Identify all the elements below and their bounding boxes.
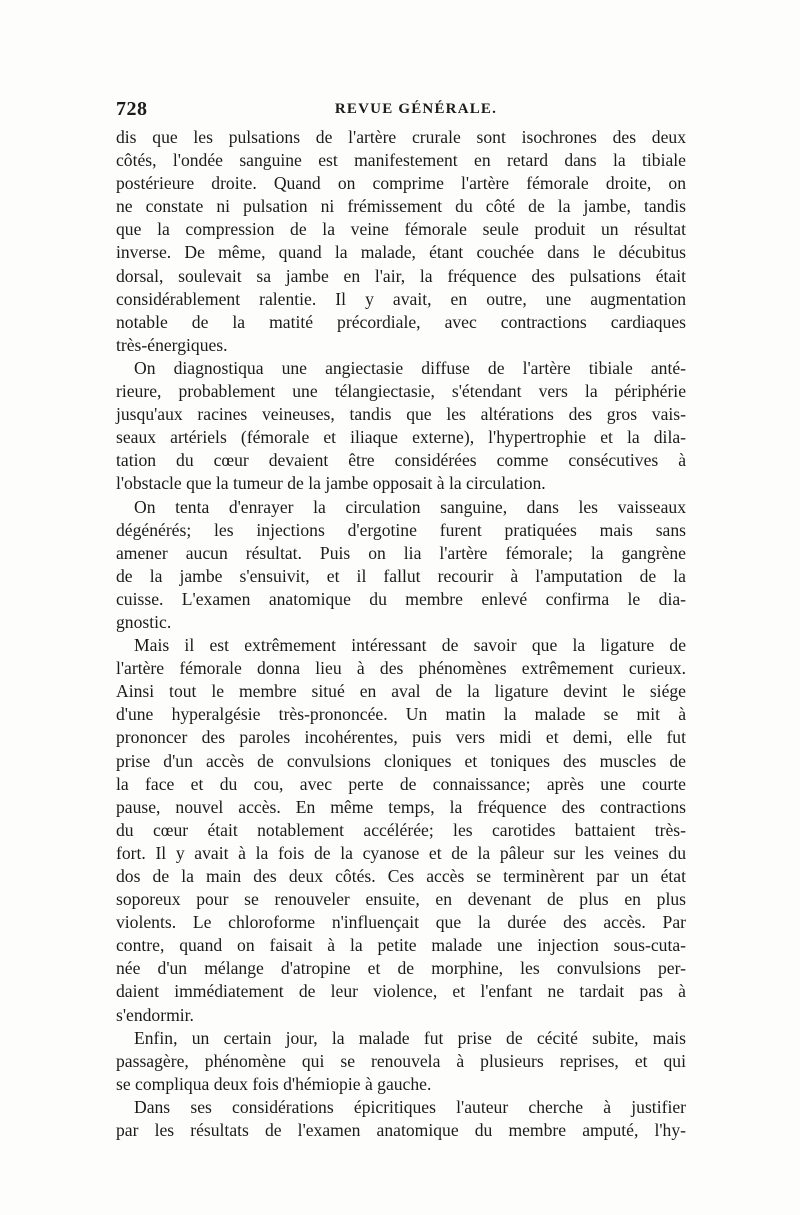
text-line: d'une hyperalgésie très-prononcée. Un matin la malade se mit à xyxy=(116,704,686,725)
text-line: cuisse. L'examen anatomique du membre enlevé confirma le dia- xyxy=(116,588,686,609)
text-line: née d'un mélange d'atropine et de morphine, les convulsions per- xyxy=(116,958,686,979)
text-line: On tenta d'enrayer la circulation sanguine, dans les vaisseaux xyxy=(134,496,686,517)
text-line: dorsal, soulevait sa jambe en l'air, la fréquence des pulsations était xyxy=(116,265,686,286)
text-line: la face et du cou, avec perte de connaissance; après une courte xyxy=(116,773,686,794)
text-line: Ainsi tout le membre situé en aval de la ligature devint le siége xyxy=(116,681,686,702)
text-line: jusqu'aux racines veineuses, tandis que les altérations des gros vais- xyxy=(116,404,686,425)
text-line: prise d'un accès de convulsions cloniques et toniques des muscles de xyxy=(116,750,686,771)
body-text xyxy=(116,126,686,1142)
text-line: Enfin, un certain jour, la malade fut prise de cécité subite, mais xyxy=(134,1027,686,1048)
text-line: du cœur était notablement accélérée; les carotides battaient très- xyxy=(116,819,686,840)
running-title: REVUE GÉNÉRALE. xyxy=(334,101,498,117)
text-line: dos de la main des deux côtés. Ces accès se terminèrent par un état xyxy=(116,866,686,886)
text-line: amener aucun résultat. Puis on lia l'artère fémorale; la gangrène xyxy=(116,542,686,563)
text-line: pause, nouvel accès. En même temps, la fréquence des contractions xyxy=(116,796,686,817)
text-line: fort. Il y avait à la fois de la cyanose et de la pâleur sur les veines du xyxy=(116,842,686,863)
text-line: soporeux pour se renouveler ensuite, en devenant de plus en plus xyxy=(116,889,686,910)
text-line: seaux artériels (fémorale et iliaque externe), l'hypertrophie et la dila- xyxy=(116,427,686,448)
text-line: de la jambe s'ensuivit, et il fallut recourir à l'amputation de la xyxy=(116,565,686,586)
text-line: dégénérés; les injections d'ergotine furent pratiquées mais sans xyxy=(116,519,686,540)
running-head xyxy=(116,98,686,126)
text-line: postérieure droite. Quand on comprime l'artère fémorale droite, on xyxy=(116,173,686,194)
page-number: 728 xyxy=(116,98,148,120)
text-line: par les résultats de l'examen anatomique du membre amputé, l'hy- xyxy=(116,1120,686,1141)
text-line: tation du cœur devaient être considérées comme consécutives à xyxy=(116,450,686,471)
text-line: prononcer des paroles incohérentes, puis vers midi et demi, elle fut xyxy=(116,727,686,748)
text-line: l'obstacle que la tumeur de la jambe opposait à la circulation. xyxy=(116,473,546,494)
text-line: très-énergiques. xyxy=(116,334,228,355)
text-line: Mais il est extrêmement intéressant de savoir que la ligature de xyxy=(134,635,686,656)
text-line: contre, quand on faisait à la petite malade une injection sous-cuta- xyxy=(116,935,686,956)
text-line: On diagnostiqua une angiectasie diffuse de l'artère tibiale anté- xyxy=(134,357,686,378)
text-line: ne constate ni pulsation ni frémissement du côté de la jambe, tandis xyxy=(116,196,686,217)
text-line: notable de la matité précordiale, avec contractions cardiaques xyxy=(116,311,686,332)
text-line: l'artère fémorale donna lieu à des phénomènes extrêmement curieux. xyxy=(116,658,686,679)
text-line: inverse. De même, quand la malade, étant couchée dans le décubitus xyxy=(116,242,686,263)
text-line: que la compression de la veine fémorale seule produit un résultat xyxy=(116,219,686,240)
text-line: dis que les pulsations de l'artère crurale sont isochrones des deux xyxy=(116,127,686,147)
text-line: Dans ses considérations épicritiques l'auteur cherche à justifier xyxy=(134,1096,686,1117)
text-line: passagère, phénomène qui se renouvela à plusieurs reprises, et qui xyxy=(116,1050,686,1071)
text-line: violents. Le chloroforme n'influençait que la durée des accès. Par xyxy=(116,912,686,933)
text-line: daient immédiatement de leur violence, et l'enfant ne tardait pas à xyxy=(116,981,686,1002)
text-line: considérablement ralentie. Il y avait, en outre, une augmentation xyxy=(116,288,686,309)
text-line: côtés, l'ondée sanguine est manifestement en retard dans la tibiale xyxy=(116,150,686,171)
text-line: se compliqua deux fois d'hémiopie à gauche. xyxy=(116,1073,432,1094)
text-line: gnostic. xyxy=(116,611,172,632)
text-line: rieure, probablement une télangiectasie, s'étendant vers la périphérie xyxy=(116,381,686,402)
text-line: s'endormir. xyxy=(116,1004,194,1025)
